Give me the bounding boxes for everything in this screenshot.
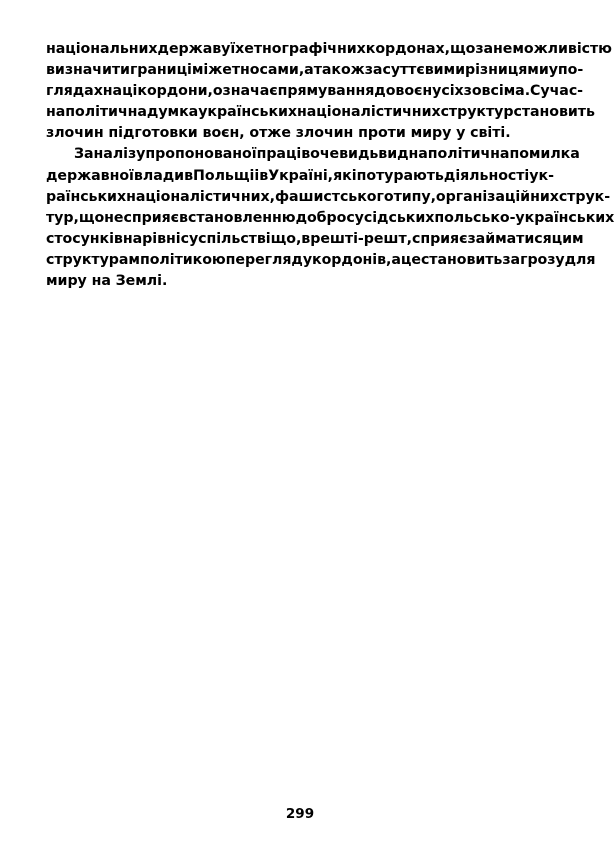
word: що bbox=[78, 209, 105, 226]
word: врешті-решт, bbox=[301, 230, 412, 247]
word: що bbox=[449, 41, 476, 57]
word: національних bbox=[46, 41, 158, 57]
word: аналізу bbox=[84, 146, 146, 163]
word: а bbox=[304, 62, 314, 79]
paragraph bbox=[46, 39, 612, 144]
word: не bbox=[104, 209, 124, 226]
word: етносами, bbox=[222, 62, 305, 79]
page-number: 299 bbox=[285, 806, 315, 822]
word: діяльності bbox=[443, 167, 530, 184]
word: всіма. bbox=[481, 83, 531, 100]
word: раїнських bbox=[46, 188, 127, 205]
word: політична bbox=[427, 146, 510, 163]
word: займатися bbox=[467, 230, 552, 247]
word: націоналістичних bbox=[297, 104, 441, 121]
text-line bbox=[46, 271, 554, 292]
word: фашистського bbox=[274, 188, 394, 205]
word: прямування bbox=[277, 83, 375, 100]
word: типу, bbox=[393, 188, 436, 205]
word: злочин bbox=[46, 125, 104, 142]
word: становить bbox=[420, 251, 503, 268]
word: польсько-українських bbox=[434, 209, 614, 226]
word: на bbox=[122, 230, 143, 247]
paragraph bbox=[46, 144, 614, 292]
word: Україні, bbox=[268, 167, 334, 184]
text-line bbox=[46, 39, 612, 60]
word: проти bbox=[358, 125, 406, 142]
text-line bbox=[46, 102, 595, 123]
word: це bbox=[400, 251, 421, 268]
word: у bbox=[548, 62, 558, 79]
word: ук- bbox=[529, 167, 554, 184]
word: структурам bbox=[46, 251, 140, 268]
word: З bbox=[74, 146, 85, 163]
word: Польщі bbox=[193, 167, 255, 184]
word: організаційних bbox=[435, 188, 559, 205]
word: сприяє bbox=[123, 209, 180, 226]
word: цим bbox=[551, 230, 584, 247]
word: для bbox=[564, 251, 596, 268]
word: глядах bbox=[46, 83, 103, 100]
text-line bbox=[46, 250, 596, 271]
text-line bbox=[46, 123, 554, 144]
text-line bbox=[46, 166, 554, 187]
word: сприяє bbox=[411, 230, 468, 247]
word: у bbox=[221, 41, 231, 57]
word: тур, bbox=[46, 209, 79, 226]
body-text bbox=[46, 39, 614, 292]
word: видна bbox=[378, 146, 428, 163]
word: між bbox=[191, 62, 223, 79]
word: означає bbox=[212, 83, 278, 100]
word: потурають bbox=[356, 167, 444, 184]
word: на bbox=[102, 83, 123, 100]
word: їх bbox=[230, 41, 245, 57]
word: суспільств bbox=[180, 230, 266, 247]
word: стосунків bbox=[46, 230, 123, 247]
word: кордонів, bbox=[312, 251, 392, 268]
word: і bbox=[254, 167, 260, 184]
word: а bbox=[391, 251, 401, 268]
word: загрозу bbox=[502, 251, 565, 268]
text-line bbox=[46, 81, 584, 102]
text-line bbox=[46, 187, 611, 208]
word: ці bbox=[122, 83, 138, 100]
word: по- bbox=[557, 62, 584, 79]
word: зо bbox=[463, 83, 482, 100]
word: в bbox=[259, 167, 269, 184]
word: Сучас- bbox=[530, 83, 584, 100]
word: і bbox=[265, 230, 271, 247]
word: миру bbox=[46, 273, 87, 290]
word: помилка bbox=[509, 146, 580, 163]
word: різницями bbox=[464, 62, 549, 79]
word: держав bbox=[157, 41, 222, 57]
word: у bbox=[456, 125, 466, 142]
word: добросусідських bbox=[295, 209, 435, 226]
word: перегляду bbox=[225, 251, 313, 268]
word: суттєвими bbox=[382, 62, 465, 79]
word: структур bbox=[440, 104, 514, 121]
word: які bbox=[333, 167, 357, 184]
word: пропонованої bbox=[145, 146, 257, 163]
word: українських bbox=[198, 104, 298, 121]
word: підготовки bbox=[108, 125, 198, 142]
word: злочин bbox=[295, 125, 354, 142]
word: політична bbox=[65, 104, 147, 121]
word: політикою bbox=[139, 251, 226, 268]
word: також bbox=[313, 62, 365, 79]
word: етнографічних bbox=[244, 41, 366, 57]
word: праці bbox=[256, 146, 302, 163]
text-line bbox=[46, 229, 584, 250]
word: миру bbox=[410, 125, 452, 142]
text-line bbox=[46, 144, 580, 165]
word: за bbox=[364, 62, 383, 79]
word: отже bbox=[249, 125, 291, 142]
word: вочевидь bbox=[301, 146, 379, 163]
word: визначити bbox=[46, 62, 130, 79]
word: воєн bbox=[395, 83, 433, 100]
word: на bbox=[46, 104, 66, 121]
word: Землі. bbox=[115, 273, 168, 290]
word: державної bbox=[46, 167, 134, 184]
word: в bbox=[184, 167, 193, 184]
word: до bbox=[374, 83, 396, 100]
word: границі bbox=[129, 62, 192, 79]
word: думка bbox=[146, 104, 199, 121]
word: встановленню bbox=[179, 209, 296, 226]
word: струк- bbox=[558, 188, 611, 205]
word: кордонах, bbox=[365, 41, 450, 57]
text-line bbox=[46, 60, 584, 81]
word: рівні bbox=[142, 230, 181, 247]
word: воєн, bbox=[202, 125, 245, 142]
word: неможливістю bbox=[493, 41, 612, 57]
text-line bbox=[46, 208, 614, 229]
word: становить bbox=[513, 104, 595, 121]
word: світі. bbox=[470, 125, 511, 142]
word: влади bbox=[133, 167, 185, 184]
word: усіх bbox=[432, 83, 464, 100]
word: на bbox=[91, 273, 111, 290]
word: кордони, bbox=[137, 83, 213, 100]
word: що, bbox=[270, 230, 302, 247]
word: за bbox=[475, 41, 494, 57]
word: націоналістичних, bbox=[126, 188, 275, 205]
